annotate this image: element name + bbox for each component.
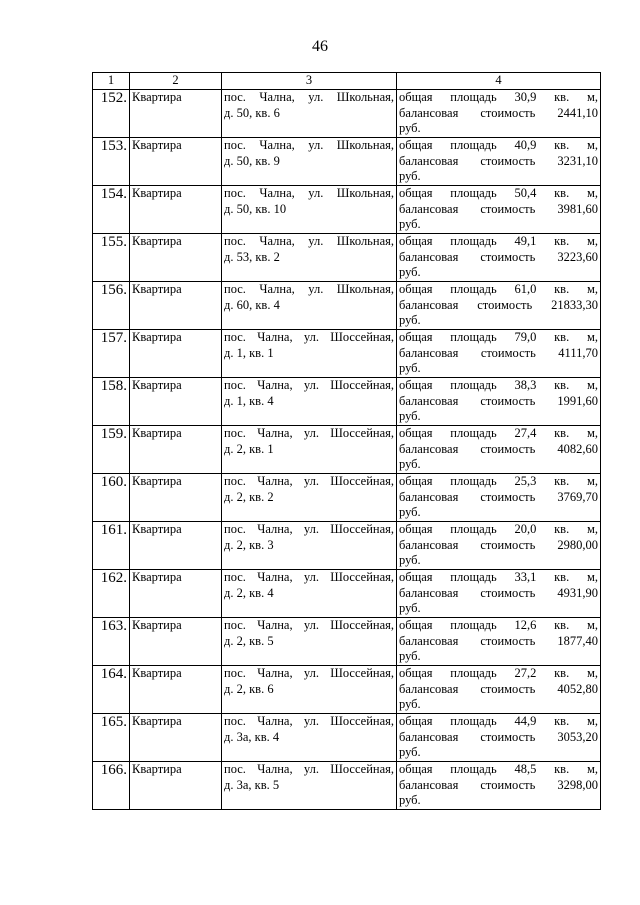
area-unit-2: м,	[586, 330, 598, 344]
cost-label-word-2: стоимость	[480, 633, 536, 648]
cost-label-word-2: стоимость	[480, 729, 536, 744]
area-unit-1: кв.	[554, 618, 570, 632]
row-number: 166.	[93, 762, 130, 810]
property-description	[397, 474, 601, 522]
area-unit-1: кв.	[554, 138, 570, 152]
area-line	[399, 762, 598, 778]
property-address	[222, 618, 397, 666]
cost-label-word-1: балансовая	[399, 441, 459, 456]
area-unit-1: кв.	[554, 762, 570, 776]
area-unit-1: кв.	[554, 330, 570, 344]
column-header-4: 4	[397, 73, 601, 90]
address-line-1: пос. Чална, ул. Шоссейная,	[224, 426, 394, 440]
address-line-1: пос. Чална, ул. Шоссейная,	[224, 570, 394, 584]
property-address	[222, 378, 397, 426]
address-line-2: д. 50, кв. 9	[224, 153, 280, 168]
area-line	[399, 234, 598, 250]
property-type: Квартира	[130, 522, 222, 570]
area-label-word-2: площадь	[450, 474, 497, 488]
area-line	[399, 378, 598, 394]
cost-value: 2441,10	[557, 105, 598, 120]
cost-line	[399, 250, 598, 266]
page-number: 46	[312, 38, 328, 55]
cost-label-word-1: балансовая	[399, 297, 459, 312]
area-label-word-1: общая	[399, 426, 433, 440]
address-line-2: д. 53, кв. 2	[224, 249, 280, 264]
cost-label-word-2: стоимость	[480, 153, 536, 168]
cost-line	[399, 442, 598, 458]
currency-label: руб.	[399, 121, 421, 136]
area-label-word-1: общая	[399, 90, 433, 104]
area-label-word-2: площадь	[450, 378, 497, 392]
cost-label-word-2: стоимость	[480, 393, 536, 408]
cost-line	[399, 154, 598, 170]
cost-label-word-2: стоимость	[480, 249, 536, 264]
property-type: Квартира	[130, 762, 222, 810]
area-label-word-1: общая	[399, 762, 433, 776]
area-line	[399, 426, 598, 442]
row-number: 160.	[93, 474, 130, 522]
currency-label: руб.	[399, 649, 421, 664]
property-type: Квартира	[130, 474, 222, 522]
property-description	[397, 426, 601, 474]
area-unit-2: м,	[586, 714, 598, 728]
property-type: Квартира	[130, 234, 222, 282]
cost-line	[399, 730, 598, 746]
address-line-1: пос. Чална, ул. Шоссейная,	[224, 666, 394, 680]
row-number: 165.	[93, 714, 130, 762]
area-label-word-1: общая	[399, 666, 433, 680]
property-description	[397, 138, 601, 186]
area-label-word-2: площадь	[450, 90, 497, 104]
cost-value: 3223,60	[557, 249, 598, 264]
area-unit-2: м,	[586, 186, 598, 200]
cost-label-word-2: стоимость	[480, 777, 536, 792]
area-label-word-2: площадь	[450, 426, 497, 440]
cost-label-word-1: балансовая	[399, 729, 459, 744]
area-line	[399, 186, 598, 202]
area-label-word-1: общая	[399, 714, 433, 728]
area-label-word-2: площадь	[450, 138, 497, 152]
cost-label-word-2: стоимость	[480, 201, 536, 216]
area-unit-1: кв.	[554, 90, 570, 104]
property-description	[397, 666, 601, 714]
address-line-2: д. 2, кв. 6	[224, 681, 274, 696]
address-line-2: д. 1, кв. 4	[224, 393, 274, 408]
cost-label-word-1: балансовая	[399, 345, 459, 360]
property-description	[397, 282, 601, 330]
area-unit-1: кв.	[554, 378, 570, 392]
area-label-word-1: общая	[399, 618, 433, 632]
address-line-2: д. 3а, кв. 5	[224, 777, 280, 792]
table-header-row	[93, 73, 601, 90]
property-address	[222, 666, 397, 714]
cost-value: 3053,20	[557, 729, 598, 744]
area-line	[399, 138, 598, 154]
area-value: 27,2	[514, 666, 537, 680]
area-line	[399, 570, 598, 586]
area-unit-2: м,	[586, 618, 598, 632]
cost-value: 4111,70	[558, 345, 598, 360]
address-line-1: пос. Чална, ул. Шоссейная,	[224, 714, 394, 728]
cost-label-word-2: стоимость	[477, 297, 533, 312]
table-row	[93, 330, 601, 378]
area-label-word-2: площадь	[450, 714, 497, 728]
area-unit-1: кв.	[554, 474, 570, 488]
area-unit-2: м,	[586, 138, 598, 152]
cost-value: 2980,00	[557, 537, 598, 552]
cost-label-word-2: стоимость	[480, 585, 536, 600]
cost-line	[399, 346, 598, 362]
address-line-1: пос. Чална, ул. Шоссейная,	[224, 330, 394, 344]
property-description	[397, 378, 601, 426]
cost-label-word-1: балансовая	[399, 393, 459, 408]
area-value: 48,5	[514, 762, 537, 776]
property-address	[222, 714, 397, 762]
property-description	[397, 762, 601, 810]
currency-label: руб.	[399, 409, 421, 424]
currency-label: руб.	[399, 553, 421, 568]
cost-value: 4931,90	[557, 585, 598, 600]
table-row	[93, 138, 601, 186]
area-line	[399, 90, 598, 106]
address-line-1: пос. Чална, ул. Школьная,	[224, 282, 394, 296]
area-label-word-1: общая	[399, 474, 433, 488]
area-unit-2: м,	[586, 282, 598, 296]
currency-label: руб.	[399, 745, 421, 760]
area-unit-1: кв.	[554, 186, 570, 200]
property-table	[92, 72, 601, 810]
cost-label-word-1: балансовая	[399, 105, 459, 120]
area-value: 79,0	[514, 330, 537, 344]
area-unit-1: кв.	[554, 714, 570, 728]
area-value: 27,4	[514, 426, 537, 440]
address-line-1: пос. Чална, ул. Шоссейная,	[224, 378, 394, 392]
property-type: Квартира	[130, 378, 222, 426]
property-description	[397, 90, 601, 138]
property-description	[397, 234, 601, 282]
currency-label: руб.	[399, 505, 421, 520]
property-address	[222, 234, 397, 282]
area-label-word-2: площадь	[450, 762, 497, 776]
row-number: 153.	[93, 138, 130, 186]
property-address	[222, 282, 397, 330]
property-description	[397, 330, 601, 378]
row-number: 164.	[93, 666, 130, 714]
cost-label-word-1: балансовая	[399, 681, 459, 696]
property-address	[222, 426, 397, 474]
property-type: Квартира	[130, 570, 222, 618]
area-unit-2: м,	[586, 762, 598, 776]
area-value: 25,3	[514, 474, 537, 488]
table-row	[93, 618, 601, 666]
table-row	[93, 762, 601, 810]
address-line-2: д. 1, кв. 1	[224, 345, 274, 360]
address-line-1: пос. Чална, ул. Школьная,	[224, 138, 394, 152]
cost-label-word-1: балансовая	[399, 489, 459, 504]
address-line-1: пос. Чална, ул. Школьная,	[224, 234, 394, 248]
property-type: Квартира	[130, 330, 222, 378]
row-number: 162.	[93, 570, 130, 618]
cost-label-word-2: стоимость	[480, 441, 536, 456]
cost-value: 4082,60	[557, 441, 598, 456]
property-description	[397, 186, 601, 234]
column-header-3: 3	[222, 73, 397, 90]
row-number: 161.	[93, 522, 130, 570]
address-line-2: д. 50, кв. 6	[224, 105, 280, 120]
property-description	[397, 714, 601, 762]
property-address	[222, 762, 397, 810]
property-address	[222, 186, 397, 234]
area-unit-1: кв.	[554, 570, 570, 584]
currency-label: руб.	[399, 265, 421, 280]
area-value: 40,9	[514, 138, 537, 152]
address-line-2: д. 2, кв. 5	[224, 633, 274, 648]
property-description	[397, 522, 601, 570]
area-label-word-2: площадь	[450, 618, 497, 632]
area-unit-2: м,	[586, 378, 598, 392]
area-label-word-2: площадь	[450, 234, 497, 248]
property-type: Квартира	[130, 618, 222, 666]
currency-label: руб.	[399, 361, 421, 376]
property-type: Квартира	[130, 426, 222, 474]
address-line-1: пос. Чална, ул. Шоссейная,	[224, 618, 394, 632]
cost-label-word-1: балансовая	[399, 201, 459, 216]
property-type: Квартира	[130, 282, 222, 330]
cost-line	[399, 634, 598, 650]
cost-line	[399, 394, 598, 410]
area-value: 49,1	[514, 234, 537, 248]
area-label-word-2: площадь	[450, 522, 497, 536]
cost-label-word-2: стоимость	[480, 537, 536, 552]
cost-line	[399, 778, 598, 794]
area-value: 38,3	[514, 378, 537, 392]
area-label-word-2: площадь	[450, 186, 497, 200]
cost-line	[399, 298, 598, 314]
area-unit-2: м,	[586, 90, 598, 104]
cost-label-word-2: стоимость	[480, 489, 536, 504]
cost-value: 21833,30	[551, 297, 598, 312]
table-row	[93, 234, 601, 282]
cost-label-word-1: балансовая	[399, 633, 459, 648]
area-unit-2: м,	[586, 522, 598, 536]
cost-label-word-1: балансовая	[399, 777, 459, 792]
cost-label-word-1: балансовая	[399, 249, 459, 264]
address-line-1: пос. Чална, ул. Школьная,	[224, 90, 394, 104]
area-label-word-1: общая	[399, 282, 433, 296]
cost-line	[399, 538, 598, 554]
address-line-1: пос. Чална, ул. Шоссейная,	[224, 474, 394, 488]
cost-line	[399, 682, 598, 698]
cost-value: 3298,00	[557, 777, 598, 792]
cost-value: 3769,70	[557, 489, 598, 504]
area-label-word-1: общая	[399, 522, 433, 536]
table-row	[93, 570, 601, 618]
currency-label: руб.	[399, 697, 421, 712]
column-header-1: 1	[93, 73, 130, 90]
area-unit-1: кв.	[554, 234, 570, 248]
property-description	[397, 570, 601, 618]
area-value: 44,9	[514, 714, 537, 728]
area-line	[399, 618, 598, 634]
cost-line	[399, 202, 598, 218]
cost-value: 3231,10	[557, 153, 598, 168]
area-unit-2: м,	[586, 426, 598, 440]
property-address	[222, 474, 397, 522]
area-line	[399, 714, 598, 730]
row-number: 156.	[93, 282, 130, 330]
area-line	[399, 474, 598, 490]
cost-line	[399, 586, 598, 602]
row-number: 157.	[93, 330, 130, 378]
area-unit-2: м,	[586, 570, 598, 584]
currency-label: руб.	[399, 169, 421, 184]
address-line-2: д. 60, кв. 4	[224, 297, 280, 312]
cost-value: 3981,60	[557, 201, 598, 216]
cost-value: 4052,80	[557, 681, 598, 696]
currency-label: руб.	[399, 793, 421, 808]
area-unit-1: кв.	[554, 522, 570, 536]
currency-label: руб.	[399, 601, 421, 616]
row-number: 152.	[93, 90, 130, 138]
area-label-word-1: общая	[399, 234, 433, 248]
property-description	[397, 618, 601, 666]
cost-line	[399, 490, 598, 506]
table-body	[93, 90, 601, 810]
currency-label: руб.	[399, 313, 421, 328]
table-row	[93, 522, 601, 570]
cost-label-word-2: стоимость	[480, 345, 536, 360]
area-line	[399, 522, 598, 538]
address-line-2: д. 2, кв. 3	[224, 537, 274, 552]
area-unit-2: м,	[586, 234, 598, 248]
area-line	[399, 666, 598, 682]
cost-label-word-1: балансовая	[399, 585, 459, 600]
area-label-word-2: площадь	[450, 570, 497, 584]
column-header-2: 2	[130, 73, 222, 90]
row-number: 158.	[93, 378, 130, 426]
area-line	[399, 330, 598, 346]
table-row	[93, 666, 601, 714]
area-unit-1: кв.	[554, 426, 570, 440]
property-type: Квартира	[130, 186, 222, 234]
address-line-1: пос. Чална, ул. Школьная,	[224, 186, 394, 200]
table-row	[93, 474, 601, 522]
cost-line	[399, 106, 598, 122]
address-line-2: д. 2, кв. 1	[224, 441, 274, 456]
area-label-word-2: площадь	[450, 330, 497, 344]
cost-label-word-2: стоимость	[480, 105, 536, 120]
row-number: 154.	[93, 186, 130, 234]
row-number: 163.	[93, 618, 130, 666]
area-value: 50,4	[514, 186, 537, 200]
property-address	[222, 522, 397, 570]
table-row	[93, 90, 601, 138]
property-type: Квартира	[130, 90, 222, 138]
property-address	[222, 138, 397, 186]
address-line-2: д. 2, кв. 2	[224, 489, 274, 504]
area-line	[399, 282, 598, 298]
address-line-1: пос. Чална, ул. Шоссейная,	[224, 762, 394, 776]
table-row	[93, 282, 601, 330]
cost-value: 1991,60	[557, 393, 598, 408]
area-value: 20,0	[514, 522, 537, 536]
address-line-2: д. 3а, кв. 4	[224, 729, 280, 744]
address-line-2: д. 2, кв. 4	[224, 585, 274, 600]
cost-label-word-2: стоимость	[480, 681, 536, 696]
area-unit-2: м,	[586, 666, 598, 680]
table-row	[93, 714, 601, 762]
address-line-1: пос. Чална, ул. Шоссейная,	[224, 522, 394, 536]
row-number: 159.	[93, 426, 130, 474]
property-address	[222, 570, 397, 618]
area-unit-2: м,	[586, 474, 598, 488]
property-address	[222, 90, 397, 138]
area-unit-1: кв.	[554, 282, 570, 296]
property-address	[222, 330, 397, 378]
area-label-word-1: общая	[399, 186, 433, 200]
area-label-word-2: площадь	[450, 666, 497, 680]
address-line-2: д. 50, кв. 10	[224, 201, 287, 216]
area-label-word-1: общая	[399, 570, 433, 584]
cost-value: 1877,40	[557, 633, 598, 648]
property-type: Квартира	[130, 714, 222, 762]
currency-label: руб.	[399, 457, 421, 472]
property-type: Квартира	[130, 138, 222, 186]
table-row	[93, 378, 601, 426]
cost-label-word-1: балансовая	[399, 537, 459, 552]
area-label-word-2: площадь	[450, 282, 497, 296]
area-unit-1: кв.	[554, 666, 570, 680]
area-label-word-1: общая	[399, 138, 433, 152]
table-row	[93, 186, 601, 234]
area-label-word-1: общая	[399, 378, 433, 392]
area-value: 30,9	[514, 90, 537, 104]
property-type: Квартира	[130, 666, 222, 714]
row-number: 155.	[93, 234, 130, 282]
cost-label-word-1: балансовая	[399, 153, 459, 168]
area-value: 12,6	[514, 618, 537, 632]
area-value: 61,0	[514, 282, 537, 296]
currency-label: руб.	[399, 217, 421, 232]
table-row	[93, 426, 601, 474]
area-label-word-1: общая	[399, 330, 433, 344]
area-value: 33,1	[514, 570, 537, 584]
